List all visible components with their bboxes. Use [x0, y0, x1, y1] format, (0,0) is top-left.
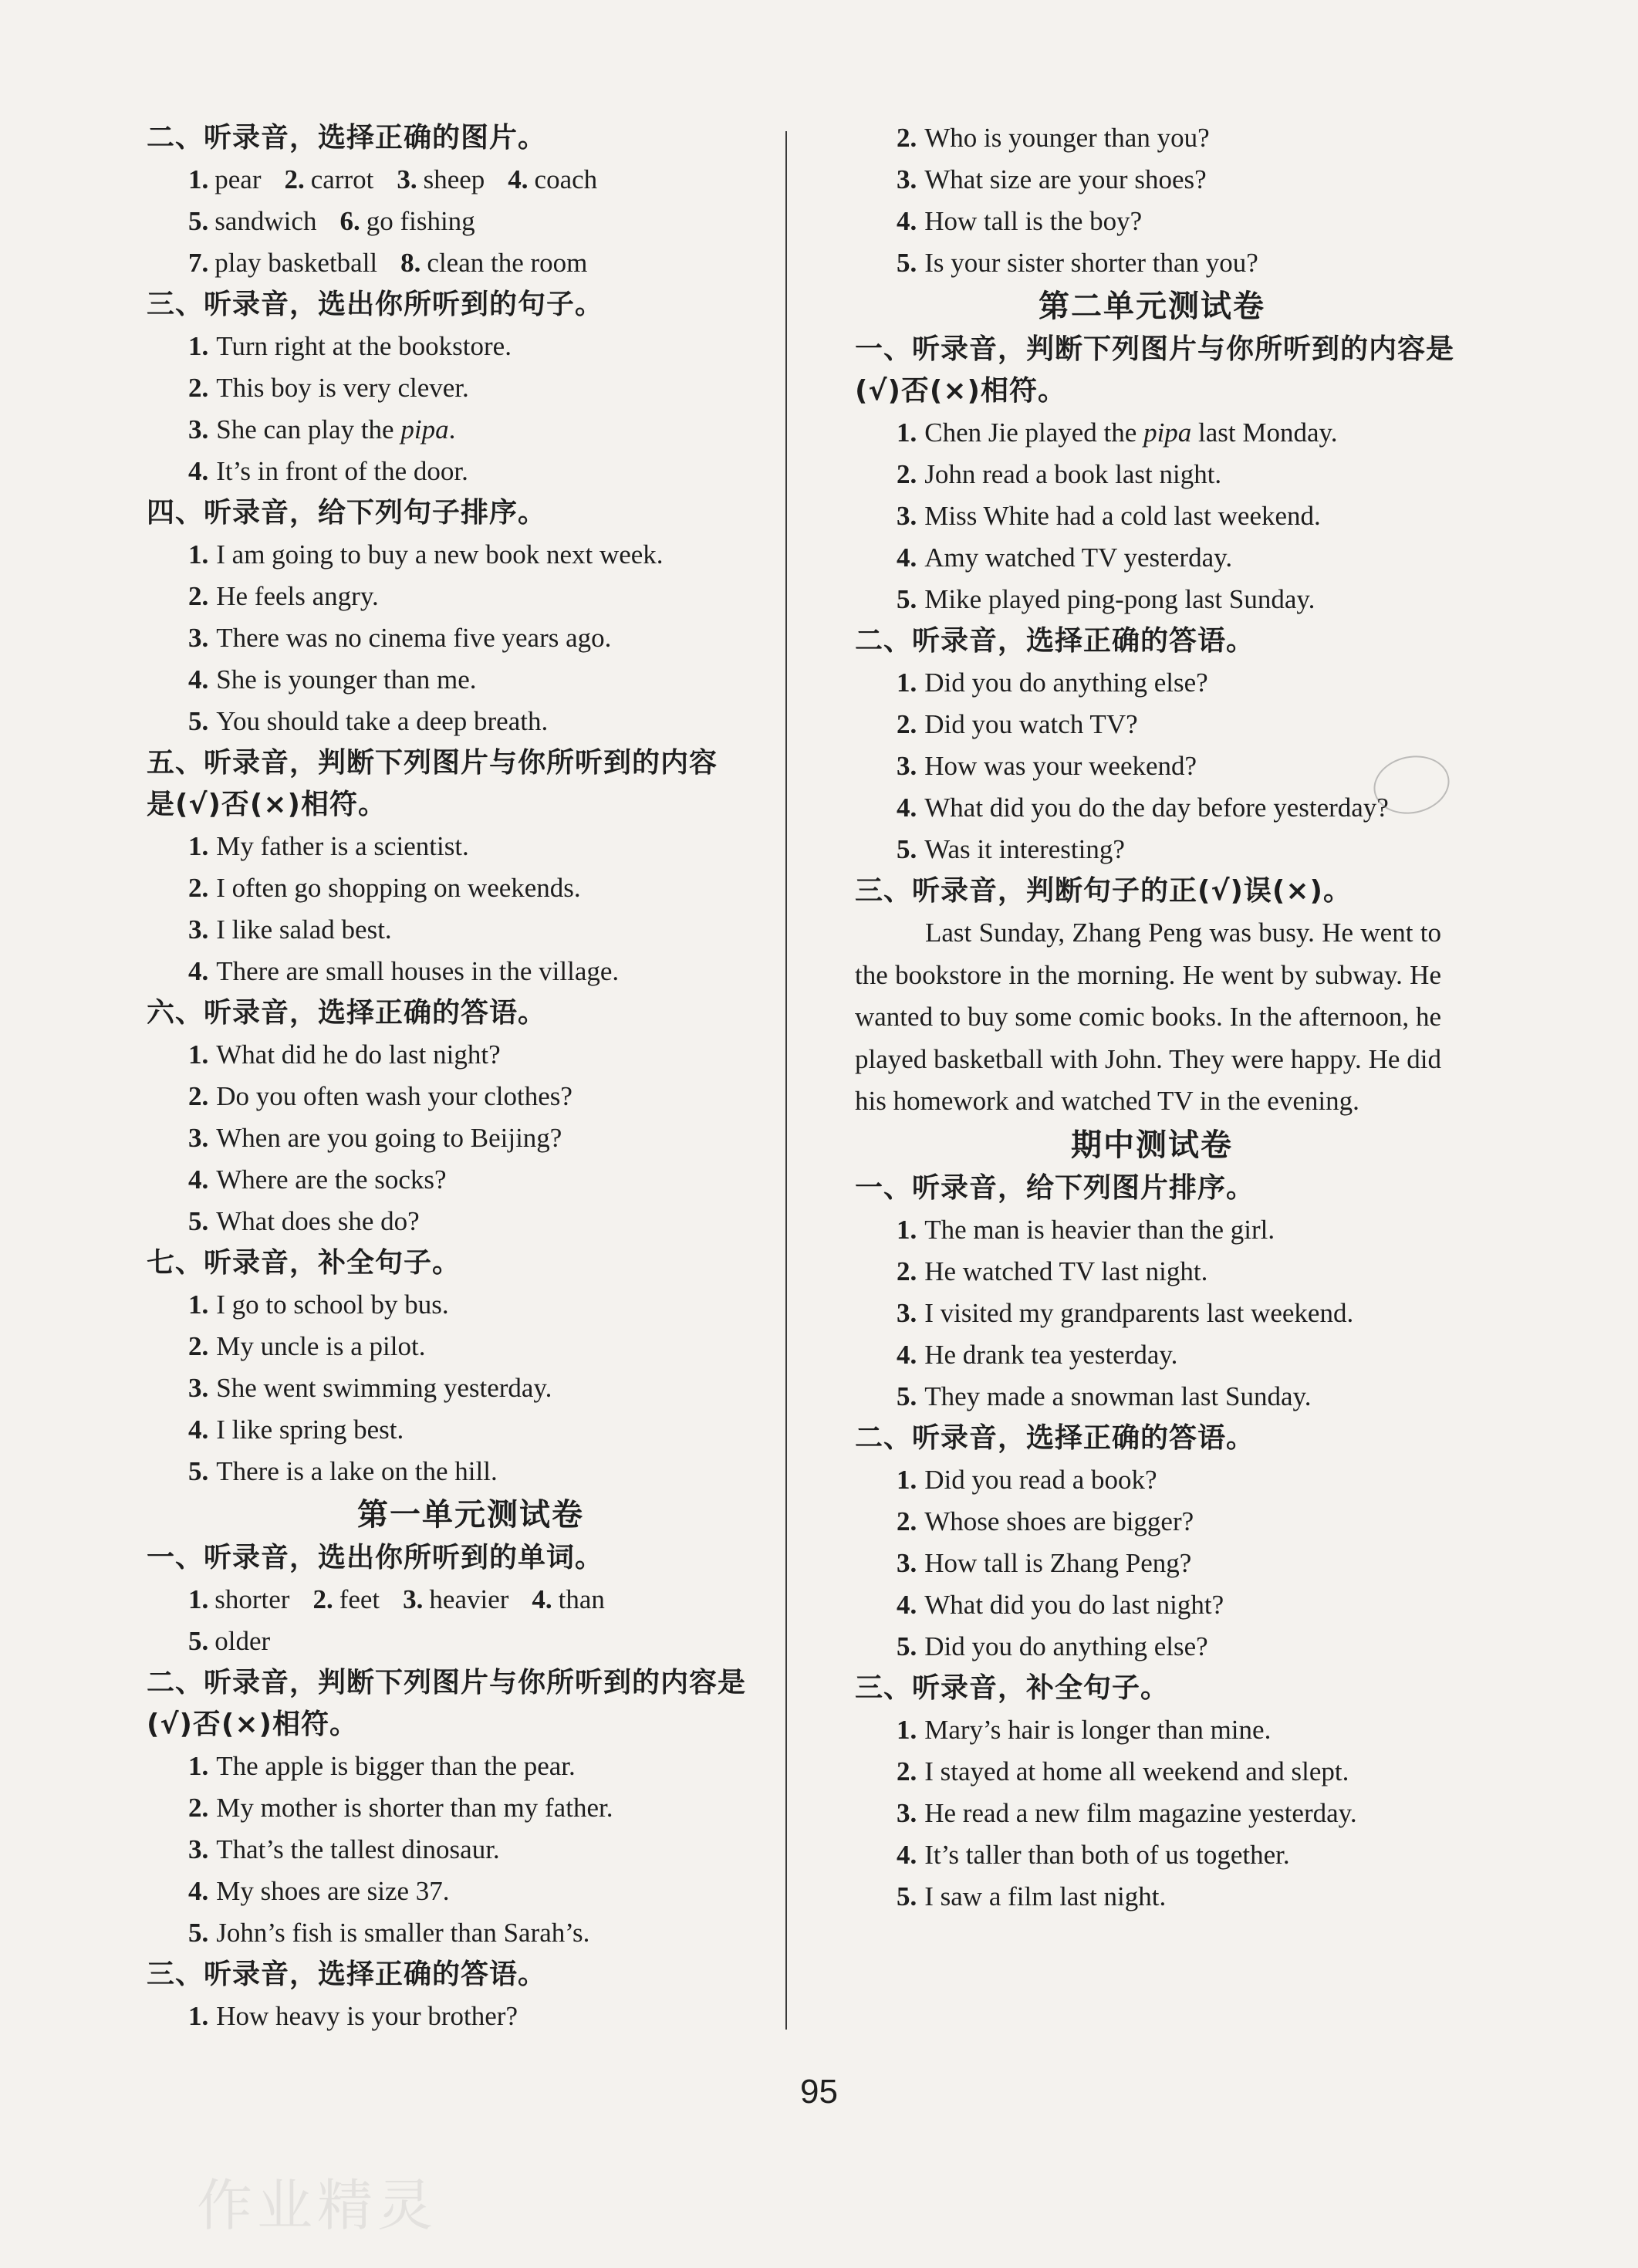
item-number: 6. [339, 206, 360, 236]
list-item [855, 1376, 1449, 1418]
section-heading: 三、听录音，选择正确的答语。 [147, 1959, 547, 1990]
item-number: 1. [897, 1214, 917, 1245]
list-item [147, 1326, 795, 1367]
list-item [147, 409, 795, 451]
section-heading: 五、听录音，判断下列图片与你所听到的内容 [147, 747, 718, 779]
list-item [147, 1409, 795, 1451]
word-item [188, 248, 377, 278]
item-number: 5. [897, 1381, 917, 1411]
list-item [855, 829, 1449, 870]
right-column [855, 117, 1455, 1918]
list-item [855, 117, 1449, 159]
word-item [339, 206, 475, 236]
item-number: 5. [188, 706, 209, 736]
section-heading: (√)否(×)相符。 [147, 1709, 358, 1740]
item-number: 5. [188, 206, 209, 236]
item-text: heavier [429, 1584, 509, 1614]
list-item [855, 454, 1449, 495]
item-number: 4. [897, 1589, 917, 1620]
item-text: What size are your shoes? [924, 164, 1207, 194]
list-item [855, 537, 1449, 579]
item-number: 3. [897, 1797, 917, 1828]
item-text: This boy is very clever. [216, 373, 469, 403]
section-heading: 是(√)否(×)相符。 [147, 789, 387, 820]
item-number: 5. [188, 1626, 209, 1656]
list-item [147, 1201, 795, 1242]
left-column [147, 117, 795, 2037]
item-number: 2. [897, 1756, 917, 1786]
item-number: 4. [897, 1339, 917, 1370]
item-text: My father is a scientist. [216, 831, 469, 861]
item-text: That’s the tallest dinosaur. [216, 1834, 500, 1864]
item-number: 1. [897, 417, 917, 448]
list-item [855, 495, 1449, 537]
item-text: Turn right at the bookstore. [216, 331, 512, 361]
item-number: 2. [188, 373, 209, 403]
item-text: What did you do last night? [924, 1589, 1224, 1620]
item-text: shorter [214, 1584, 290, 1614]
item-number: 1. [897, 1464, 917, 1495]
column-divider [785, 131, 787, 2030]
item-number: 2. [188, 1793, 209, 1823]
item-text: How heavy is your brother? [216, 2001, 518, 2031]
item-number: 4. [188, 1415, 209, 1445]
section-heading: 三、听录音，选出你所听到的句子。 [147, 289, 604, 320]
item-number: 3. [188, 414, 209, 444]
item-text: Chen Jie played the pipa last Monday. [924, 417, 1338, 448]
item-text: carrot [310, 164, 374, 194]
list-item [147, 1451, 795, 1492]
item-text: My uncle is a pilot. [216, 1331, 426, 1361]
list-item [147, 659, 795, 701]
item-number: 3. [897, 501, 917, 531]
list-item [147, 451, 795, 492]
list-item [147, 1912, 795, 1954]
section-heading: 一、听录音，选出你所听到的单词。 [147, 1542, 604, 1573]
item-number: 8. [400, 248, 421, 278]
word-item [397, 164, 485, 194]
item-text: He watched TV last night. [924, 1256, 1208, 1286]
item-text: What did he do last night? [216, 1039, 501, 1070]
item-text: Mary’s hair is longer than mine. [924, 1714, 1272, 1745]
word-row [147, 1621, 795, 1662]
item-number: 4. [188, 664, 209, 695]
item-number: 2. [312, 1584, 333, 1614]
list-item [147, 1871, 795, 1912]
item-text: It’s taller than both of us together. [924, 1839, 1290, 1870]
item-text: Was it interesting? [924, 834, 1125, 864]
list-item [855, 1626, 1449, 1668]
item-number: 3. [188, 1123, 209, 1153]
item-number: 4. [897, 793, 917, 823]
item-number: 1. [188, 164, 209, 194]
item-number: 7. [188, 248, 209, 278]
word-item [188, 1626, 270, 1656]
list-item [147, 867, 795, 909]
item-number: 2. [188, 1331, 209, 1361]
test-title: 第二单元测试卷 [1039, 289, 1265, 324]
item-text: She is younger than me. [216, 664, 477, 695]
item-number: 4. [508, 164, 529, 194]
reading-passage: Last Sunday, Zhang Peng was busy. He went to the bookstore in the morning. He went by subway. He wanted to buy some comic books. In the afternoon, he played basketball with John. They were happy. He did his homework and watched TV in the evening. [855, 918, 1441, 1116]
section-heading: 二、听录音，选择正确的答语。 [855, 1421, 1255, 1454]
item-number: 3. [897, 1547, 917, 1578]
item-number: 4. [897, 542, 917, 573]
word-item [400, 248, 587, 278]
word-row [147, 159, 795, 201]
item-number: 1. [188, 1039, 209, 1070]
item-text: What does she do? [216, 1206, 420, 1236]
item-text: How was your weekend? [924, 751, 1197, 781]
item-number: 5. [188, 1918, 209, 1948]
list-item [147, 534, 795, 576]
list-item [855, 1209, 1449, 1251]
list-item [855, 745, 1449, 787]
item-text: There are small houses in the village. [216, 956, 620, 986]
list-item [855, 159, 1449, 201]
test-title: 第一单元测试卷 [357, 1497, 584, 1533]
word-row [147, 1579, 795, 1621]
list-item [147, 1117, 795, 1159]
list-item [855, 1459, 1449, 1501]
list-item [855, 1751, 1449, 1793]
item-text: sheep [423, 164, 485, 194]
item-number: 2. [897, 1256, 917, 1286]
item-number: 5. [897, 584, 917, 614]
item-text: The man is heavier than the girl. [924, 1214, 1275, 1245]
item-number: 4. [897, 206, 917, 236]
item-number: 2. [897, 459, 917, 489]
item-number: 4. [188, 1876, 209, 1906]
list-item [855, 1543, 1449, 1584]
item-text: There was no cinema five years ago. [216, 623, 612, 653]
item-text: older [214, 1626, 271, 1656]
list-item [855, 1293, 1449, 1334]
item-text: sandwich [214, 206, 317, 236]
section-heading: 二、听录音，选择正确的图片。 [147, 122, 547, 154]
item-text: Did you watch TV? [924, 709, 1138, 739]
item-number: 2. [188, 873, 209, 903]
item-text: He drank tea yesterday. [924, 1339, 1178, 1370]
section-heading: (√)否(×)相符。 [855, 375, 1066, 407]
section-heading: 二、听录音，选择正确的答语。 [855, 625, 1255, 657]
item-text: She can play the pipa. [216, 414, 456, 444]
item-text: Did you do anything else? [924, 668, 1208, 698]
item-text: How tall is the boy? [924, 206, 1143, 236]
list-item [855, 201, 1449, 242]
item-text: than [558, 1584, 605, 1614]
item-number: 3. [188, 623, 209, 653]
section-heading: 一、听录音，给下列图片排序。 [855, 1171, 1255, 1204]
section-heading: 一、听录音，判断下列图片与你所听到的内容是 [855, 333, 1455, 365]
list-item [855, 704, 1449, 745]
list-item [147, 909, 795, 951]
list-item [147, 1076, 795, 1117]
word-row [147, 201, 795, 242]
item-text: The apple is bigger than the pear. [216, 1751, 576, 1781]
item-text: What did you do the day before yesterday? [924, 793, 1389, 823]
list-item [147, 951, 795, 992]
item-text: go fishing [366, 206, 475, 236]
item-number: 5. [188, 1456, 209, 1486]
list-item [147, 826, 795, 867]
item-number: 5. [897, 1631, 917, 1661]
item-text: He feels angry. [216, 581, 379, 611]
list-item [855, 1709, 1449, 1751]
item-number: 3. [188, 1834, 209, 1864]
word-item [403, 1584, 508, 1614]
word-item [188, 1584, 289, 1614]
item-text: I visited my grandparents last weekend. [924, 1297, 1354, 1328]
item-number: 2. [188, 1081, 209, 1111]
item-text: She went swimming yesterday. [216, 1373, 552, 1403]
list-item [147, 326, 795, 367]
section-heading: 七、听录音，补全句子。 [147, 1247, 461, 1279]
item-number: 1. [188, 2001, 209, 2031]
page-number: 95 [800, 2073, 838, 2111]
item-number: 5. [897, 1881, 917, 1911]
list-item [855, 787, 1449, 829]
list-item [147, 1367, 795, 1409]
item-text: coach [534, 164, 598, 194]
section-heading: 四、听录音，给下列句子排序。 [147, 497, 547, 529]
item-text: They made a snowman last Sunday. [924, 1381, 1312, 1411]
item-text: clean the room [427, 248, 588, 278]
item-text: I go to school by bus. [216, 1289, 449, 1320]
item-text: Did you read a book? [924, 1464, 1157, 1495]
list-item [855, 1334, 1449, 1376]
list-item [855, 662, 1449, 704]
item-number: 1. [188, 1751, 209, 1781]
item-number: 5. [188, 1206, 209, 1236]
word-item [532, 1584, 605, 1614]
item-text: My shoes are size 37. [216, 1876, 450, 1906]
section-heading: 二、听录音，判断下列图片与你所听到的内容是 [147, 1667, 747, 1698]
item-text: My mother is shorter than my father. [216, 1793, 613, 1823]
item-text: I am going to buy a new book next week. [216, 539, 664, 570]
item-text: Whose shoes are bigger? [924, 1506, 1194, 1536]
list-item [147, 1034, 795, 1076]
item-text: Is your sister shorter than you? [924, 248, 1258, 278]
item-number: 1. [188, 1289, 209, 1320]
item-number: 4. [897, 1839, 917, 1870]
item-text: feet [339, 1584, 380, 1614]
list-item [855, 1793, 1449, 1834]
item-number: 3. [188, 1373, 209, 1403]
item-number: 4. [532, 1584, 552, 1614]
item-number: 3. [897, 164, 917, 194]
list-item [855, 1501, 1449, 1543]
item-number: 3. [403, 1584, 424, 1614]
list-item [855, 1876, 1449, 1918]
list-item [147, 1829, 795, 1871]
item-number: 1. [188, 539, 209, 570]
item-text: I often go shopping on weekends. [216, 873, 581, 903]
watermark: 作业精灵 [197, 2173, 438, 2238]
list-item [147, 1996, 795, 2037]
item-number: 5. [897, 248, 917, 278]
item-number: 1. [897, 668, 917, 698]
item-number: 3. [897, 1297, 917, 1328]
section-heading: 三、听录音，补全句子。 [855, 1671, 1170, 1704]
item-number: 1. [188, 331, 209, 361]
word-item [188, 164, 261, 194]
list-item [855, 579, 1449, 620]
word-row [147, 242, 795, 284]
list-item [855, 1251, 1449, 1293]
word-item [312, 1584, 380, 1614]
word-item [508, 164, 597, 194]
item-text: How tall is Zhang Peng? [924, 1547, 1192, 1578]
item-number: 1. [897, 1714, 917, 1745]
word-item [188, 206, 316, 236]
item-text: Mike played ping-pong last Sunday. [924, 584, 1315, 614]
item-number: 1. [188, 1584, 209, 1614]
item-text: play basketball [214, 248, 378, 278]
item-number: 4. [188, 1164, 209, 1195]
item-number: 2. [284, 164, 305, 194]
item-number: 3. [397, 164, 417, 194]
word-item [284, 164, 373, 194]
item-text: John’s fish is smaller than Sarah’s. [216, 1918, 590, 1948]
item-text: When are you going to Beijing? [216, 1123, 562, 1153]
item-text: I stayed at home all weekend and slept. [924, 1756, 1349, 1786]
item-number: 1. [188, 831, 209, 861]
item-number: 4. [188, 956, 209, 986]
item-number: 5. [897, 834, 917, 864]
item-number: 2. [897, 123, 917, 153]
item-text: Miss White had a cold last weekend. [924, 501, 1321, 531]
item-number: 3. [188, 914, 209, 945]
list-item [147, 701, 795, 742]
item-text: I like salad best. [216, 914, 392, 945]
item-text: pear [214, 164, 262, 194]
item-number: 4. [188, 456, 209, 486]
item-text: Who is younger than you? [924, 123, 1210, 153]
list-item [855, 1834, 1449, 1876]
list-item [147, 1746, 795, 1787]
item-text: You should take a deep breath. [216, 706, 549, 736]
list-item [147, 1787, 795, 1829]
item-text: Did you do anything else? [924, 1631, 1208, 1661]
item-number: 2. [188, 581, 209, 611]
list-item [147, 367, 795, 409]
list-item [855, 412, 1449, 454]
item-text: Where are the socks? [216, 1164, 447, 1195]
item-number: 2. [897, 1506, 917, 1536]
list-item [147, 1284, 795, 1326]
item-number: 2. [897, 709, 917, 739]
list-item [855, 242, 1449, 284]
section-heading: 六、听录音，选择正确的答语。 [147, 997, 547, 1029]
item-text: John read a book last night. [924, 459, 1222, 489]
list-item [147, 617, 795, 659]
item-text: There is a lake on the hill. [216, 1456, 498, 1486]
list-item [147, 576, 795, 617]
list-item [855, 1584, 1449, 1626]
item-text: Amy watched TV yesterday. [924, 542, 1233, 573]
test-title: 期中测试卷 [1071, 1127, 1233, 1163]
item-text: He read a new film magazine yesterday. [924, 1797, 1357, 1828]
item-text: Do you often wash your clothes? [216, 1081, 572, 1111]
item-number: 3. [897, 751, 917, 781]
item-text: I saw a film last night. [924, 1881, 1167, 1911]
section-heading: 三、听录音，判断句子的正(√)误(×)。 [855, 875, 1352, 907]
item-text: It’s in front of the door. [216, 456, 468, 486]
item-text: I like spring best. [216, 1415, 404, 1445]
list-item [147, 1159, 795, 1201]
